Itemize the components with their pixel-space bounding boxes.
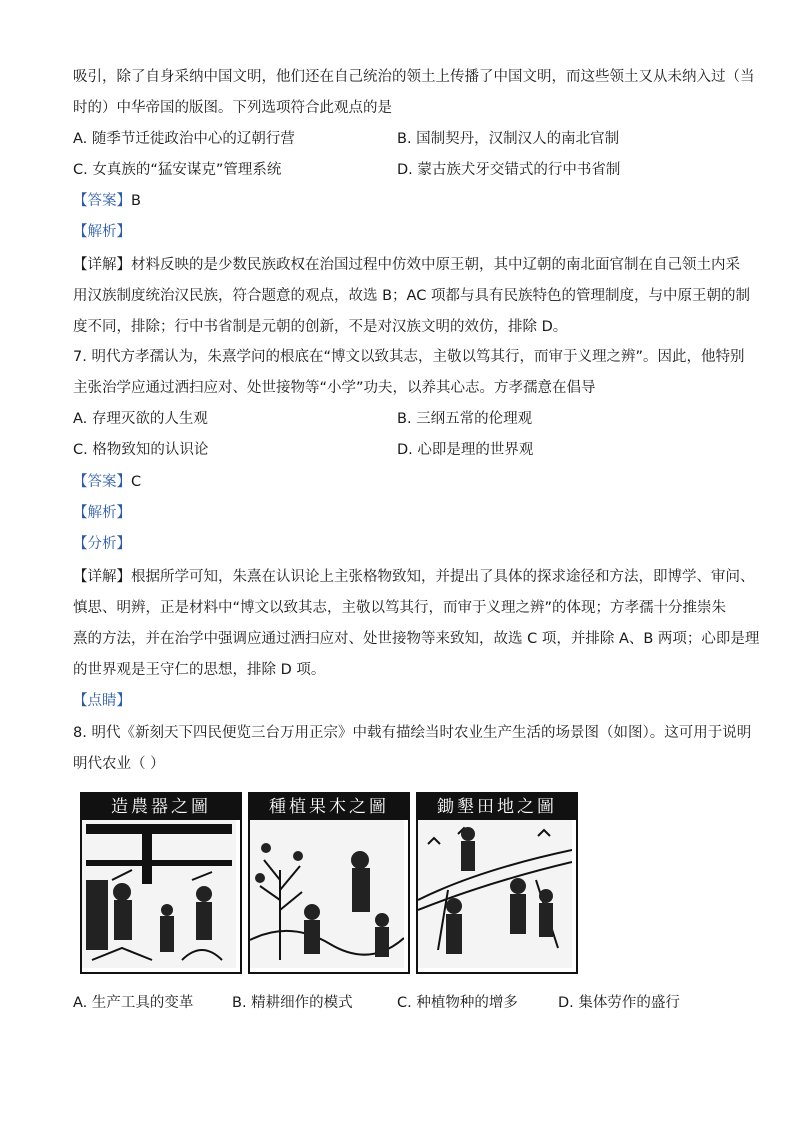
q8-option-d: D. 集体劳作的盛行 (558, 995, 680, 1011)
q7-detail-line1 (73, 567, 755, 587)
q7-fenxi-tag: 【分析】 (73, 536, 131, 552)
q6-detail-line1 (73, 255, 740, 275)
figure-caption: 鋤墾田地之圖 (418, 794, 576, 820)
q6-answer (73, 191, 141, 211)
q6-analysis-tag: 【解析】 (73, 224, 131, 240)
woodcut-figure-2 (248, 792, 410, 974)
q8-stem-line1: 8. 明代《新刻天下四民便览三台万用正宗》中载有描绘当时农业生产生活的场景图（如图）。这可用于说明 (73, 725, 752, 741)
q7-stem-line2: 主张治学应通过洒扫应对、处世接物等“小学”功夫，以养其心志。方孝孺意在倡导 (73, 380, 596, 396)
q7-option-c: C. 格物致知的认识论 (73, 442, 209, 458)
q7-option-a: A. 存理灭欲的人生观 (73, 411, 208, 427)
answer-value: C (131, 474, 142, 490)
detail-text: 材料反映的是少数民族政权在治国过程中仿效中原王朝，其中辽朝的南北面官制在自己领土内采 (131, 257, 740, 273)
q7-detail-line4: 的世界观是王守仁的思想，排除 D 项。 (73, 662, 326, 678)
detail-text: 根据所学可知，朱熹在认识论上主张格物致知，并提出了具体的探求途径和方法，即博学、审问、 (131, 569, 755, 585)
figure-caption: 造農器之圖 (82, 794, 240, 820)
figure-caption: 種植果木之圖 (250, 794, 408, 820)
q6-option-c: C. 女真族的“猛安谋克”管理系统 (73, 162, 282, 178)
fruit-tree-planting-illustration (250, 820, 404, 968)
q7-dianjing-tag: 【点睛】 (73, 693, 131, 709)
q7-analysis-tag: 【解析】 (73, 505, 131, 521)
q8-option-a: A. 生产工具的变革 (73, 995, 194, 1011)
detail-tag: 【详解】 (73, 569, 131, 585)
q7-option-d: D. 心即是理的世界观 (397, 442, 534, 458)
q8-option-c: C. 种植物种的增多 (397, 995, 518, 1011)
q6-detail-line2: 用汉族制度统治汉民族，符合题意的观点，故选 B；AC 项都与具有民族特色的管理制度，与中原王朝的制 (73, 288, 750, 304)
answer-tag: 【答案】 (73, 474, 131, 490)
q7-stem-line1: 7. 明代方孝孺认为，朱熹学问的根底在“博文以致其志，主敬以笃其行，而审于义理之辨”。因此，他特别 (73, 349, 745, 365)
woodcut-figure-3 (416, 792, 578, 974)
q7-answer (73, 472, 141, 492)
answer-value: B (131, 193, 141, 209)
q6-option-d: D. 蒙古族犬牙交错式的行中书省制 (397, 162, 621, 178)
q8-woodcut-figures (80, 792, 574, 972)
detail-tag: 【详解】 (73, 257, 131, 273)
woodcut-figure-1 (80, 792, 242, 974)
q6-option-b: B. 国制契丹，汉制汉人的南北官制 (397, 131, 620, 147)
q8-option-b: B. 精耕细作的模式 (232, 995, 353, 1011)
q7-detail-line3: 熹的方法，并在治学中强调应通过洒扫应对、处世接物等来致知，故选 C 项，并排除 A、B 两项；心即是理 (73, 631, 760, 647)
hoeing-fields-illustration (418, 820, 572, 968)
q7-detail-line2: 慎思、明辨，正是材料中“博文以致其志，主敬以笃其行，而审于义理之辨”的体现；方孝孺十分推崇朱 (73, 600, 727, 616)
q6-option-a: A. 随季节迁徙政治中心的辽朝行营 (73, 131, 295, 147)
q8-stem-line2: 明代农业（ ） (73, 756, 165, 772)
q7-option-b: B. 三纲五常的伦理观 (397, 411, 533, 427)
tool-making-illustration (82, 820, 236, 968)
q6-detail-line3: 度不同，排除；行中书省制是元朝的创新，不是对汉族文明的效仿，排除 D。 (73, 319, 568, 335)
q6-stem-line1: 吸引，除了自身采纳中国文明，他们还在自己统治的领土上传播了中国文明，而这些领土又从未纳入过（当 (73, 69, 755, 85)
q6-stem-line2: 时的）中华帝国的版图。下列选项符合此观点的是 (73, 100, 392, 116)
answer-tag: 【答案】 (73, 193, 131, 209)
